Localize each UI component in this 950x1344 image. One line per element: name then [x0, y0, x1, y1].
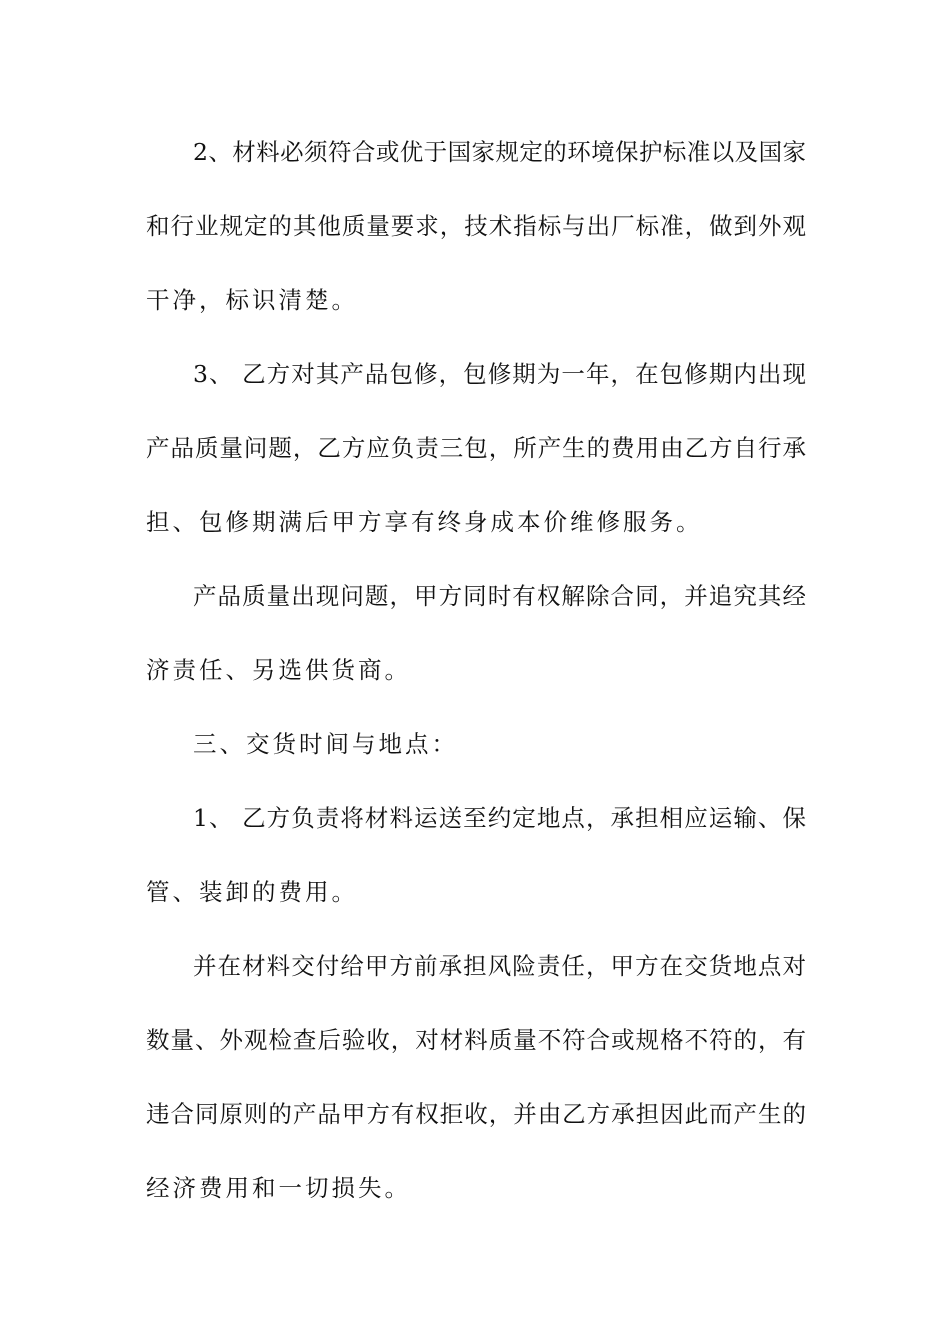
paragraph-line: 干净，标识清楚。: [146, 286, 358, 314]
paragraph-line: 济责任、另选供货商。: [146, 656, 411, 684]
paragraph-line: 违合同原则的产品甲方有权拒收，并由乙方承担因此而产生的: [146, 1100, 806, 1128]
paragraph-line: 产品质量出现问题，甲方同时有权解除合同，并追究其经: [193, 582, 806, 610]
paragraph-line: 管、装卸的费用。: [146, 878, 358, 906]
paragraph-line: 1、 乙方负责将材料运送至约定地点，承担相应运输、保: [193, 804, 806, 832]
paragraph-line: 和行业规定的其他质量要求，技术指标与出厂标准，做到外观: [146, 212, 806, 240]
section-heading: 三、交货时间与地点：: [193, 730, 458, 758]
paragraph-line: 担、包修期满后甲方享有终身成本价维修服务。: [146, 508, 703, 536]
paragraph-line: 3、 乙方对其产品包修，包修期为一年，在包修期内出现: [193, 360, 806, 388]
paragraph-line: 数量、外观检查后验收，对材料质量不符合或规格不符的，有: [146, 1026, 806, 1054]
paragraph-line: 产品质量问题，乙方应负责三包，所产生的费用由乙方自行承: [146, 434, 806, 462]
paragraph-line: 经济费用和一切损失。: [146, 1174, 411, 1202]
paragraph-line: 2、材料必须符合或优于国家规定的环境保护标准以及国家: [193, 138, 806, 166]
paragraph-line: 并在材料交付给甲方前承担风险责任，甲方在交货地点对: [193, 952, 806, 980]
